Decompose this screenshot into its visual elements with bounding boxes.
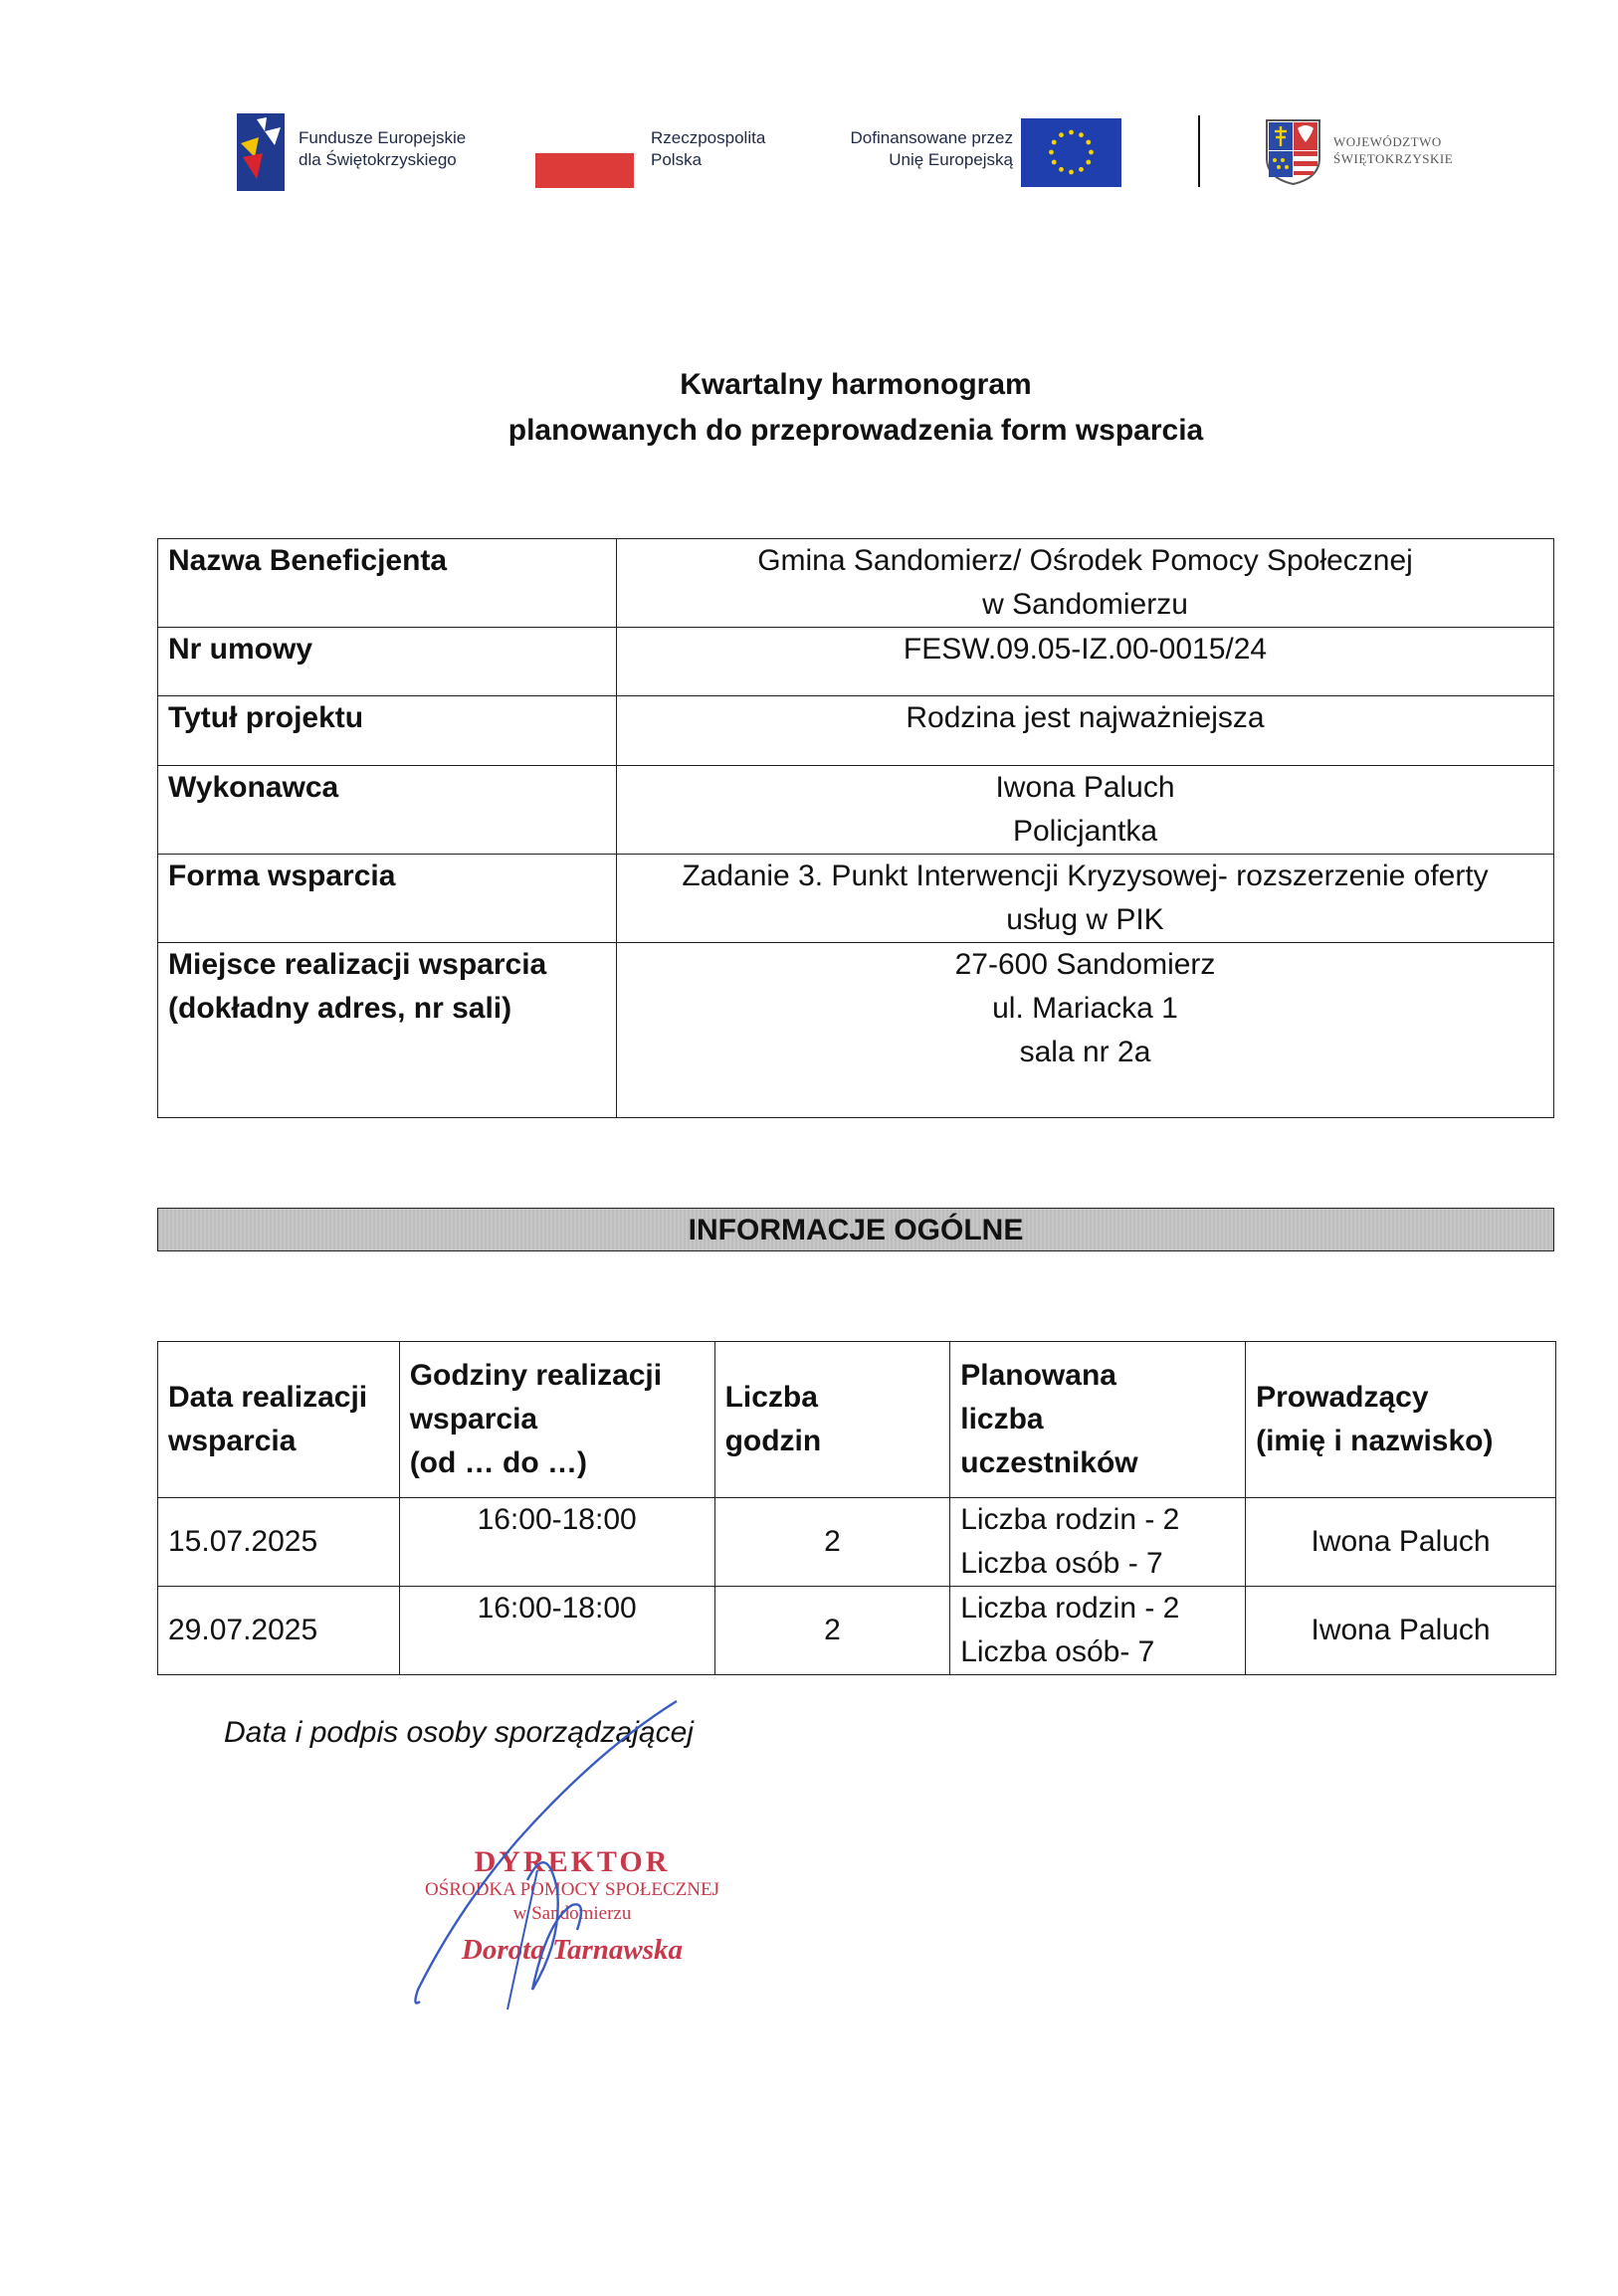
cell-hours-count: 2 xyxy=(714,1587,950,1675)
info-label: Wykonawca xyxy=(158,766,617,855)
info-label: Miejsce realizacji wsparcia (dokładny adres, nr sali) xyxy=(158,943,617,1118)
info-row-tytul xyxy=(158,696,1554,766)
stamp-name: Dorota Tarnawska xyxy=(461,1934,684,1966)
info-value: Iwona Paluch Policjantka xyxy=(617,766,1554,855)
cell-leader: Iwona Paluch xyxy=(1246,1498,1556,1587)
eu-flag-icon xyxy=(1021,118,1121,187)
stamp-city: w Sandomierzu xyxy=(512,1903,632,1924)
logo-bar xyxy=(237,111,1471,191)
handwritten-signature-icon xyxy=(398,1691,716,2019)
info-row-wykonawca xyxy=(158,766,1554,855)
cell-date: 29.07.2025 xyxy=(158,1587,400,1675)
title-line-2: planowanych do przeprowadzenia form wsparcia xyxy=(507,414,1204,447)
table-row xyxy=(158,1587,1556,1675)
fundusze-europejskie-logo-icon xyxy=(237,113,285,191)
fundusze-europejskie-text: Fundusze Europejskie dla Świętokrzyskiego xyxy=(299,128,467,169)
info-label: Forma wsparcia xyxy=(158,855,617,943)
header-prowadzacy: Prowadzący (imię i nazwisko) xyxy=(1246,1342,1556,1498)
header-uczestnicy: Planowana liczba uczestników xyxy=(950,1342,1246,1498)
coat-of-arms-icon xyxy=(1265,118,1321,186)
cell-date: 15.07.2025 xyxy=(158,1498,400,1587)
cell-hours: 16:00-18:00 xyxy=(399,1498,714,1587)
table-row xyxy=(158,1498,1556,1587)
cell-leader: Iwona Paluch xyxy=(1246,1587,1556,1675)
eu-funding-text: Dofinansowane przez Unię Europejską xyxy=(850,128,1013,169)
header-data-realizacji: Data realizacji wsparcia xyxy=(158,1342,400,1498)
info-row-forma xyxy=(158,855,1554,943)
stamp-title: DYREKTOR xyxy=(474,1845,671,1878)
cell-hours-count: 2 xyxy=(714,1498,950,1587)
info-value: Gmina Sandomierz/ Ośrodek Pomocy Społecznej w Sandomierzu xyxy=(617,539,1554,628)
stamp-institution: OŚRODKA POMOCY SPOŁECZNEJ xyxy=(425,1879,719,1900)
header-godziny: Godziny realizacji wsparcia (od … do …) xyxy=(399,1342,714,1498)
title-line-1: Kwartalny harmonogram xyxy=(680,368,1032,401)
info-value: 27-600 Sandomierz ul. Mariacka 1 sala nr 2a xyxy=(617,943,1554,1118)
header-liczba-godzin: Liczba godzin xyxy=(714,1342,950,1498)
cell-hours: 16:00-18:00 xyxy=(399,1587,714,1675)
info-value: Zadanie 3. Punkt Interwencji Kryzysowej- rozszerzenie oferty usług w PIK xyxy=(617,855,1554,943)
info-label: Nazwa Beneficjenta xyxy=(158,539,617,628)
project-info-table xyxy=(157,538,1554,1118)
info-label: Tytuł projektu xyxy=(158,696,617,766)
polish-flag-logo xyxy=(535,152,634,188)
info-value: FESW.09.05-IZ.00-0015/24 xyxy=(617,628,1554,696)
signature-caption: Data i podpis osoby sporządzającej xyxy=(224,1716,694,1749)
info-label: Nr umowy xyxy=(158,628,617,696)
document-title xyxy=(0,362,1618,454)
info-row-beneficjent xyxy=(158,539,1554,628)
cell-participants: Liczba rodzin - 2 Liczba osób- 7 xyxy=(950,1587,1246,1675)
general-info-header: INFORMACJE OGÓLNE xyxy=(157,1208,1554,1251)
cell-participants: Liczba rodzin - 2 Liczba osób - 7 xyxy=(950,1498,1246,1587)
info-value: Rodzina jest najważniejsza xyxy=(617,696,1554,766)
rzeczpospolita-text: Rzeczpospolita Polska xyxy=(651,128,766,169)
schedule-header-row xyxy=(158,1342,1556,1498)
info-row-miejsce xyxy=(158,943,1554,1118)
info-row-nr-umowy xyxy=(158,628,1554,696)
logo-separator xyxy=(1198,115,1200,187)
schedule-table xyxy=(157,1341,1556,1675)
wojewodztwo-text: WOJEWÓDZTWO ŚWIĘTOKRZYSKIE xyxy=(1333,134,1454,166)
